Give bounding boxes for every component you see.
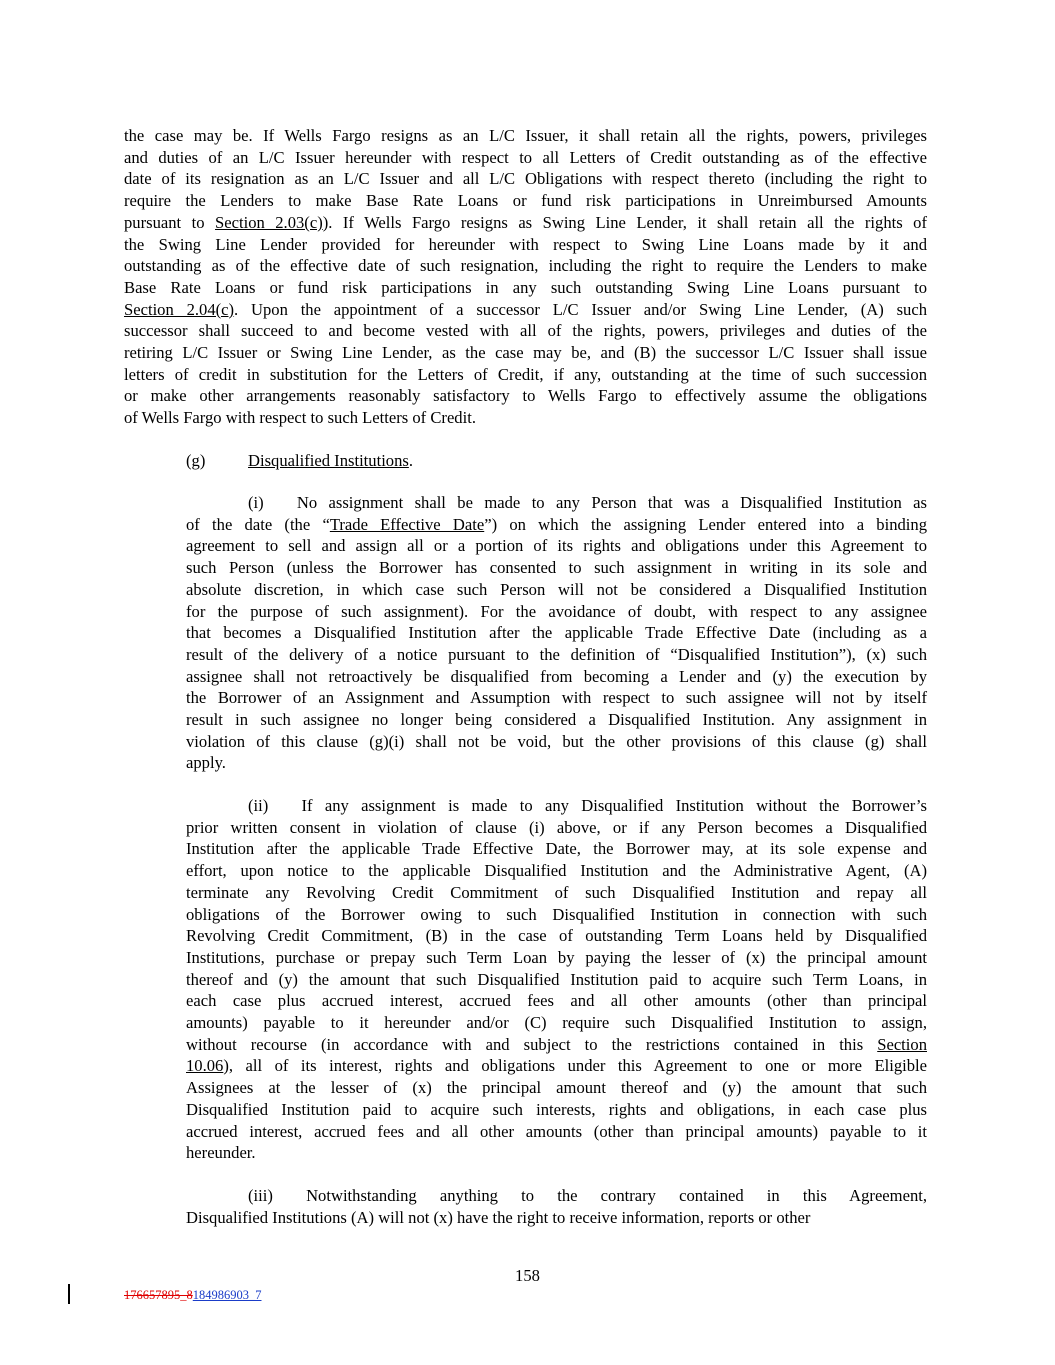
text-line: the Borrower of an Assignment and Assumption with respect to such assignee will not by itself <box>186 688 927 708</box>
text-line: successor shall succeed to and become vested with all of the rights, powers, privileges and duties of the <box>124 321 927 341</box>
text-line <box>186 1034 927 1056</box>
text-line: Disqualified Institution paid to acquire such interests, rights and obligations, in each case plus <box>186 1099 927 1119</box>
paragraph-resignation <box>124 125 927 429</box>
text-line: Assignees at the lesser of (x) the principal amount thereof and (y) the amount that such <box>186 1078 927 1098</box>
text-line: outstanding as of the effective date of such resignation, including the right to require the Lenders to make <box>124 256 927 276</box>
text-line: absolute discretion, in which case such Person will not be considered a Disqualified Institution <box>186 579 927 599</box>
text-run: without recourse (in accordance with and subject to the restrictions contained in this <box>186 1034 878 1054</box>
text-line: the Swing Line Lender provided for hereunder with respect to Swing Line Loans made by it and <box>124 234 927 254</box>
text-line <box>124 212 927 234</box>
text-line: Institution after the applicable Trade Effective Date, the Borrower may, at its sole expense and <box>186 839 927 859</box>
text-line <box>186 514 927 536</box>
text-line: obligations of the Borrower owing to such Disqualified Institution in connection with such <box>186 904 927 924</box>
text-line: retiring L/C Issuer or Swing Line Lender, as the case may be, and (B) the successor L/C Issuer shall issue <box>124 343 927 363</box>
paragraph-clause-ii <box>186 795 927 1164</box>
page-number: 158 <box>515 1266 540 1285</box>
text-line: require the Lenders to make Base Rate Loans or fund risk participations in Unreimbursed Amounts <box>124 191 927 211</box>
underlined-reference: 10.06 <box>186 1056 224 1076</box>
text-run: ). If Wells Fargo resigns as Swing Line Lender, it shall retain all the rights of <box>322 212 927 232</box>
text-line: violation of this clause (g)(i) shall not be void, but the other provisions of this clause (g) shall <box>186 731 927 751</box>
text-line: apply. <box>186 753 226 773</box>
section-heading-g <box>186 450 413 472</box>
text-run: ), all of its interest, rights and obligations under this Agreement to one or more Eligible <box>223 1056 927 1076</box>
text-line: result of the delivery of a notice pursuant to the definition of “Disqualified Institution”), (x) such <box>186 644 927 664</box>
text-run: ”) on which the assigning Lender entered into a binding <box>484 514 928 534</box>
text-line: the case may be. If Wells Fargo resigns as an L/C Issuer, it shall retain all the rights, powers, privileges <box>124 126 927 145</box>
text-line: for the purpose of such assignment). For the avoidance of doubt, with respect to any assignee <box>186 601 927 621</box>
text-run: . Upon the appointment of a successor L/C Issuer and/or Swing Line Lender, (A) such <box>234 299 927 319</box>
text-line: such Person (unless the Borrower has consented to such assignment in writing in its sole and <box>186 558 927 578</box>
document-id <box>124 1288 262 1303</box>
section-title: Disqualified Institutions <box>248 451 409 470</box>
underlined-reference: Section 2.03(c) <box>215 212 323 232</box>
text-line: amounts) payable to it hereunder and/or (C) require such Disqualified Institution to assign, <box>186 1013 927 1033</box>
underlined-reference: Section 2.04(c) <box>124 299 235 319</box>
underlined-reference: Section <box>877 1034 927 1054</box>
paragraph-clause-i <box>186 492 927 774</box>
text-line: or make other arrangements reasonably satisfactory to Wells Fargo to effectively assume the obligations <box>124 386 927 406</box>
text-line: (i) No assignment shall be made to any Person that was a Disqualified Institution as <box>248 493 927 512</box>
text-run: pursuant to <box>124 212 216 232</box>
text-line: letters of credit in substitution for the Letters of Credit, if any, outstanding at the time of such succession <box>124 364 927 384</box>
section-number: (g) <box>186 451 206 470</box>
text-line: hereunder. <box>186 1143 256 1163</box>
paragraph-clause-iii <box>186 1185 927 1228</box>
text-line: (ii) If any assignment is made to any Disqualified Institution without the Borrower’s <box>248 796 927 815</box>
text-run: of the date (the “ <box>186 514 330 534</box>
section-title-suffix: . <box>408 451 414 470</box>
text-line: date of its resignation as an L/C Issuer and all L/C Obligations with respect thereto (including the right to <box>124 169 927 189</box>
text-line: agreement to sell and assign all or a portion of its rights and obligations under this Agreement to <box>186 536 927 556</box>
text-line: Institutions, purchase or prepay such Term Loan by paying the lesser of (x) the principal amount <box>186 947 927 967</box>
text-line: thereof and (y) the amount that such Disqualified Institution paid to acquire such Term Loans, in <box>186 969 927 989</box>
text-line <box>124 299 927 321</box>
text-line: accrued interest, accrued fees and all other amounts (other than principal amounts) payable to it <box>186 1121 927 1141</box>
text-line: prior written consent in violation of clause (i) above, or if any Person becomes a Disqualified <box>186 817 927 837</box>
text-line <box>186 1055 927 1077</box>
text-line: result in such assignee no longer being considered a Disqualified Institution. Any assignment in <box>186 710 927 730</box>
text-line: Revolving Credit Commitment, (B) in the case of outstanding Term Loans held by Disqualified <box>186 926 927 946</box>
text-line: terminate any Revolving Credit Commitment of such Disqualified Institution and repay all <box>186 882 927 902</box>
text-line: effort, upon notice to the applicable Disqualified Institution and the Administrative Agent, (A) <box>186 861 927 881</box>
change-bar <box>68 1284 70 1304</box>
text-line: each case plus accrued interest, accrued fees and all other amounts (other than principal <box>186 991 927 1011</box>
text-line: of Wells Fargo with respect to such Letters of Credit. <box>124 408 476 428</box>
text-line: Base Rate Loans or fund risk participations in any such outstanding Swing Line Loans pursuant to <box>124 277 927 297</box>
text-line: and duties of an L/C Issuer hereunder with respect to all Letters of Credit outstanding as of the effective <box>124 147 927 167</box>
underlined-reference: Trade Effective Date <box>329 514 485 534</box>
text-line: that becomes a Disqualified Institution after the applicable Trade Effective Date (including as a <box>186 623 927 643</box>
text-line: assignee shall not retroactively be disqualified from becoming a Lender and (y) the execution by <box>186 666 927 686</box>
text-line: Disqualified Institutions (A) will not (x) have the right to receive information, reports or other <box>186 1207 811 1227</box>
document-id-inserted: 184986903_7 <box>192 1288 262 1302</box>
document-id-deleted: 176657895_8 <box>124 1288 193 1302</box>
text-line: (iii) Notwithstanding anything to the contrary contained in this Agreement, <box>248 1186 927 1205</box>
